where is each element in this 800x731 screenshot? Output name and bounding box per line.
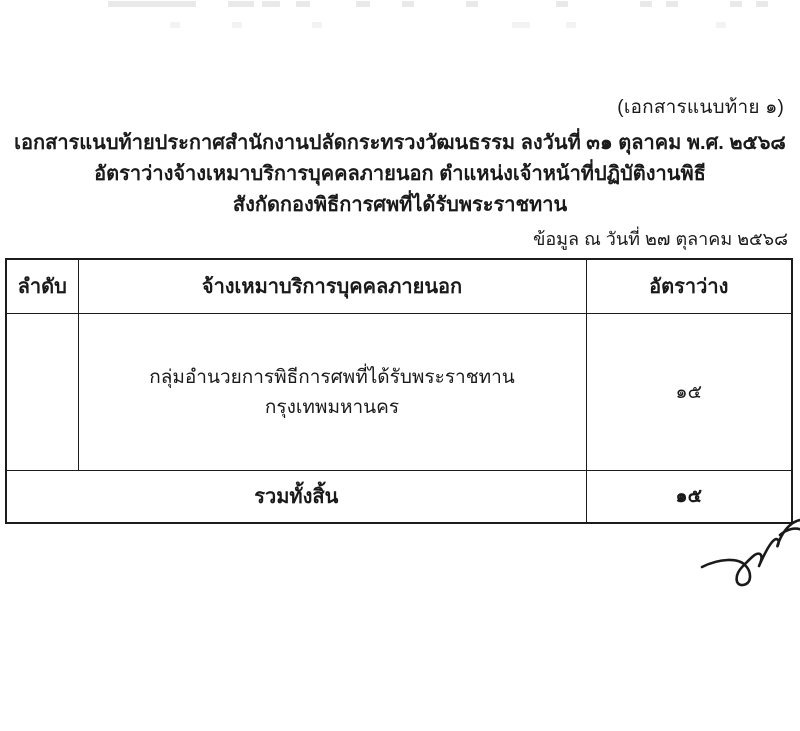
title-line-1: เอกสารแนบท้ายประกาศสำนักงานปลัดกระทรวงวัฒนธรรม ลงวันที่ ๓๑ ตุลาคม พ.ศ. ๒๕๖๘ — [14, 132, 786, 154]
document-title — [0, 128, 800, 221]
total-value: ๑๕ — [586, 470, 792, 523]
col-header-service: จ้างเหมาบริการบุคคลภายนอก — [78, 259, 586, 313]
scan-artifact — [232, 22, 242, 28]
handwritten-signature — [694, 512, 800, 604]
signature-icon — [694, 512, 800, 604]
scan-artifact — [228, 1, 254, 7]
title-line-3: สังกัดกองพิธีการศพที่ได้รับพระราชทาน — [232, 194, 568, 216]
col-header-order: ลำดับ — [6, 259, 78, 313]
total-row — [6, 470, 792, 523]
scan-artifact — [108, 1, 196, 7]
col-header-vacancy: อัตราว่าง — [586, 259, 792, 313]
scan-artifact — [296, 1, 310, 7]
cell-service: กลุ่มอำนวยการพิธีการศพที่ได้รับพระราชทานกรุงเทพมหานคร — [78, 313, 586, 470]
vacancy-table — [5, 258, 793, 524]
scan-artifact — [312, 22, 322, 28]
table-row — [6, 313, 792, 470]
scan-artifact — [512, 22, 530, 28]
scan-artifact — [402, 1, 414, 7]
total-label: รวมทั้งสิ้น — [6, 470, 586, 523]
scan-artifact — [170, 22, 180, 28]
header-row — [6, 259, 792, 313]
scan-artifact — [716, 22, 726, 28]
cell-order — [6, 313, 78, 470]
attachment-note: (เอกสารแนบท้าย ๑) — [617, 97, 784, 118]
cell-vacancy: ๑๕ — [586, 313, 792, 470]
scan-artifact — [262, 1, 280, 7]
scan-artifact — [466, 1, 478, 7]
scan-artifact — [356, 1, 370, 7]
title-line-2: อัตราว่างจ้างเหมาบริการบุคคลภายนอก ตำแหน่งเจ้าหน้าที่ปฏิบัติงานพิธี — [94, 163, 706, 185]
data-as-of-date: ข้อมูล ณ วันที่ ๒๗ ตุลาคม ๒๕๖๘ — [533, 229, 788, 249]
scan-artifact — [666, 1, 678, 7]
scan-artifact — [640, 1, 652, 7]
scan-artifact — [730, 1, 742, 7]
scan-artifact — [566, 22, 576, 28]
scan-artifact — [556, 1, 568, 7]
scan-artifact — [756, 1, 768, 7]
